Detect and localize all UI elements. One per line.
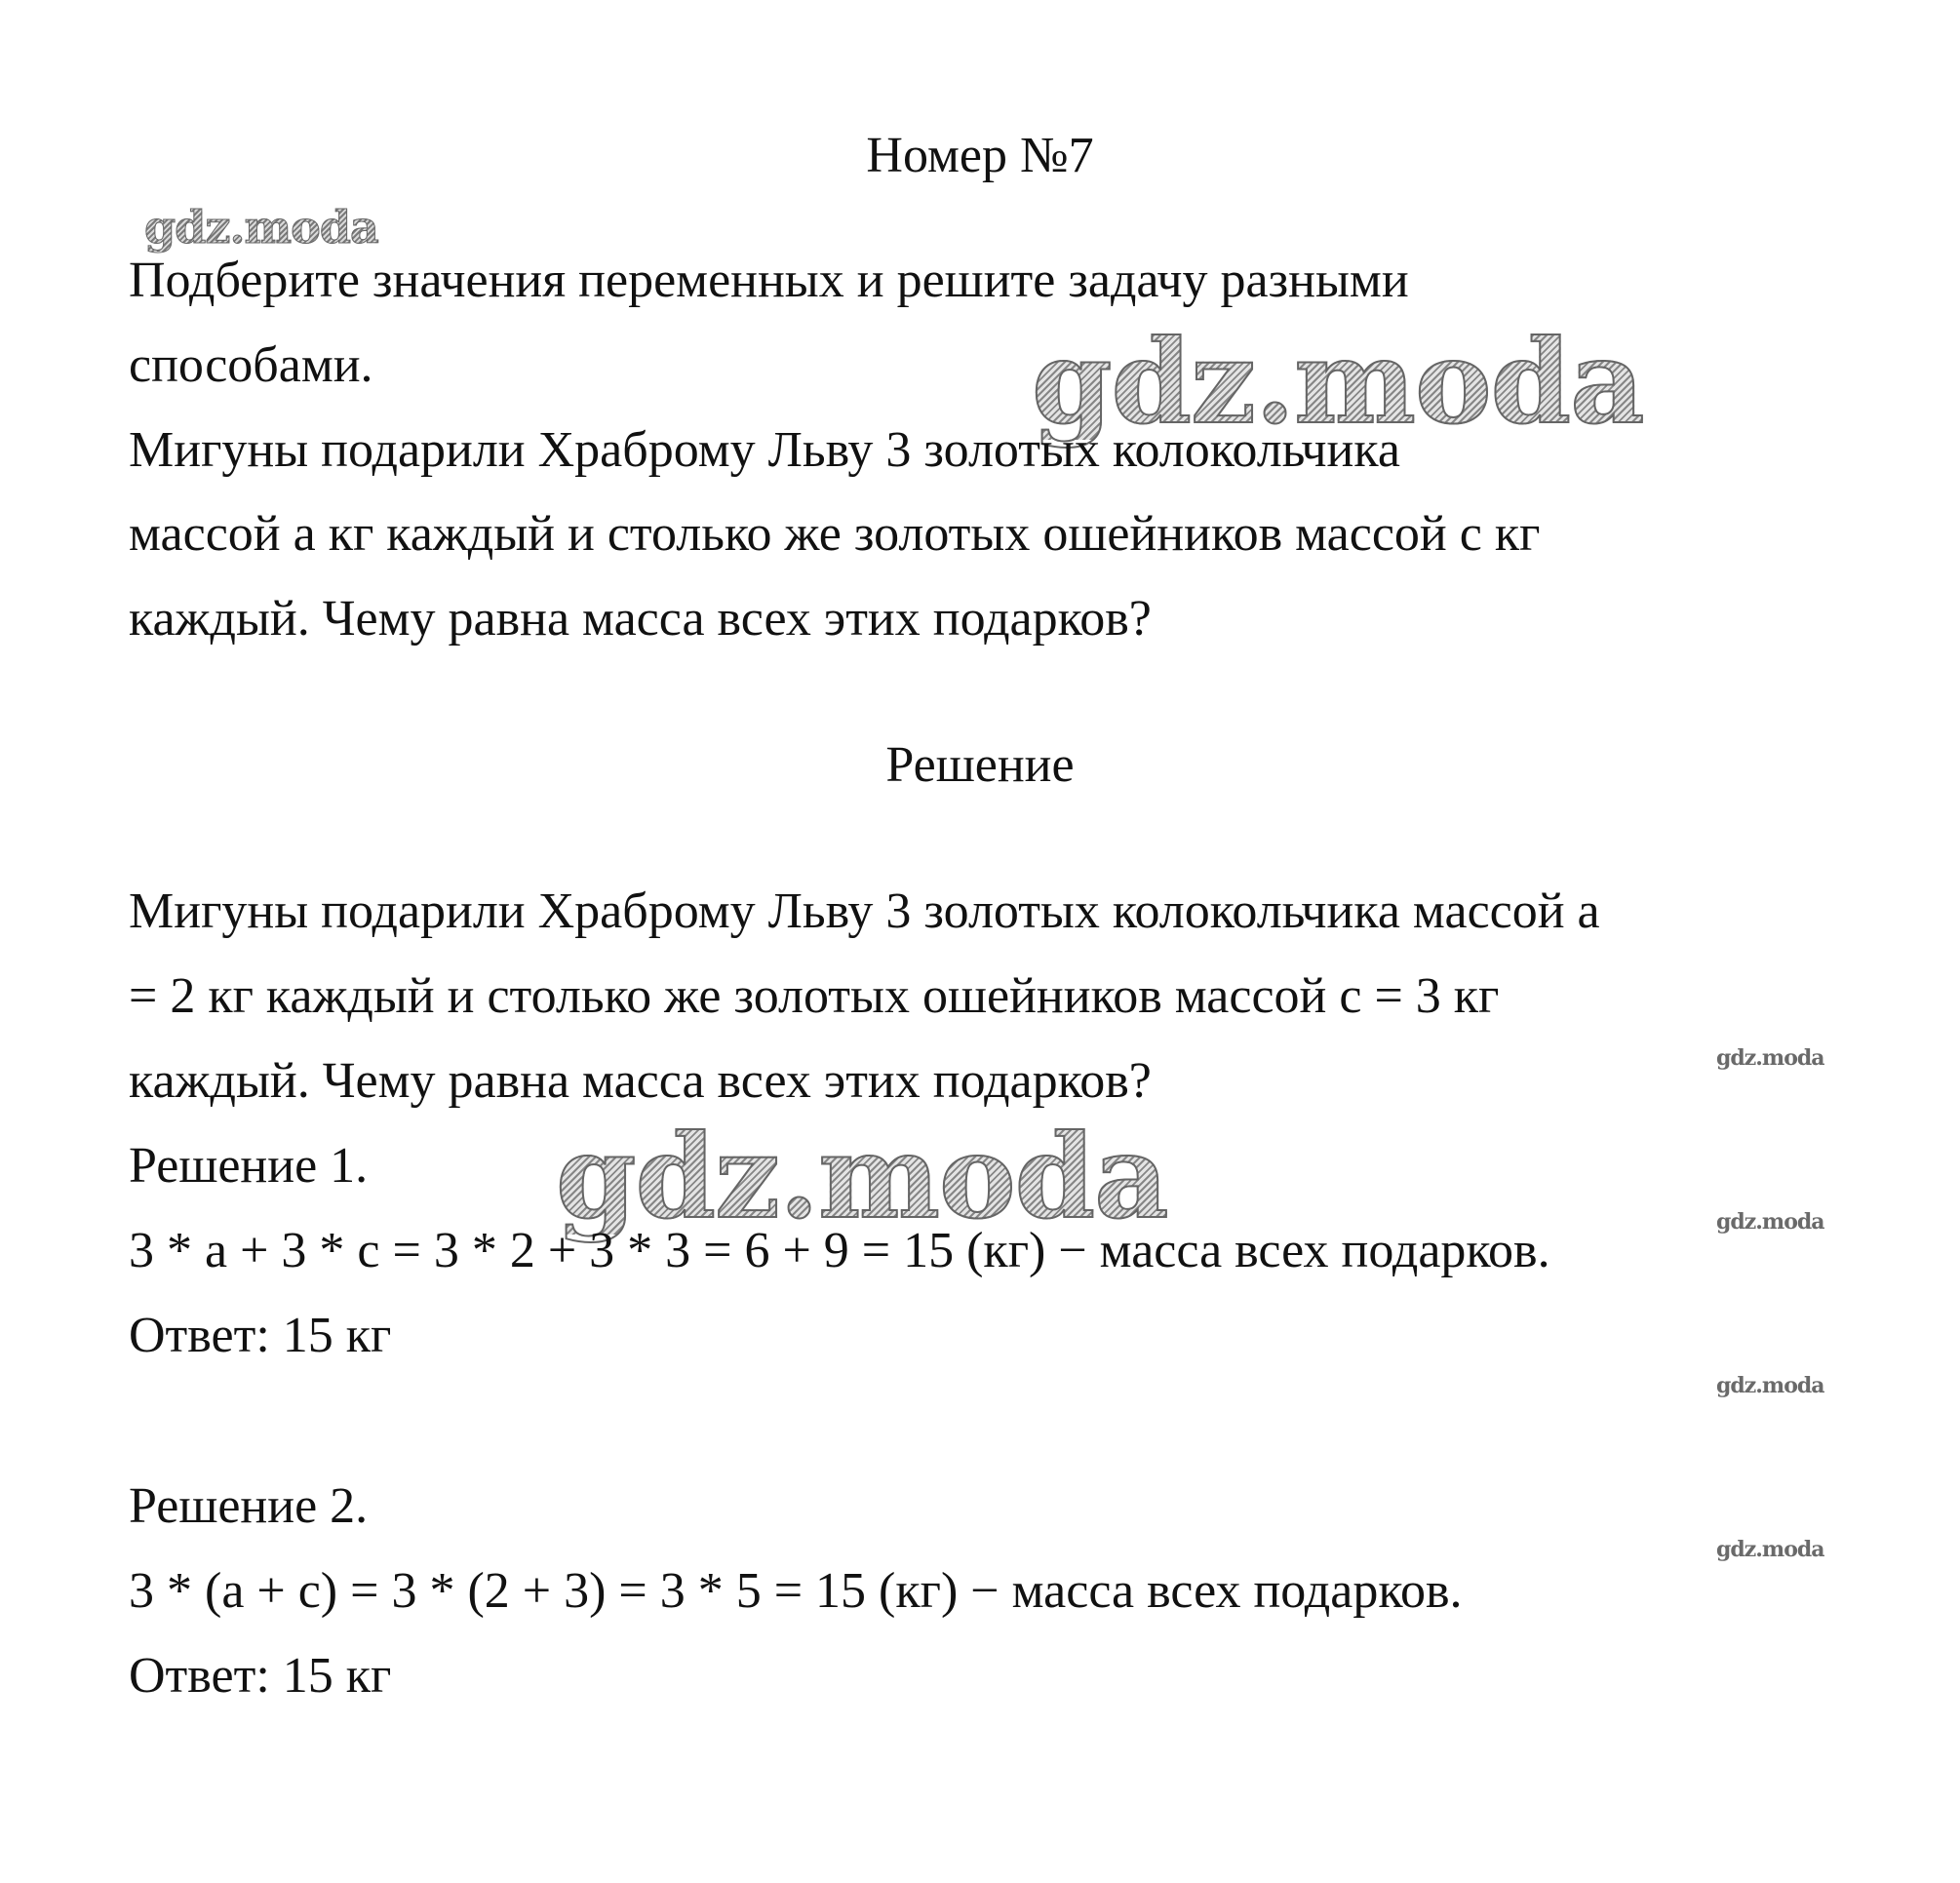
solution-heading: Решение (885, 737, 1075, 793)
solution1-answer: Ответ: 15 кг (129, 1308, 392, 1363)
solution2-formula: 3 * (а + с) = 3 * (2 + 3) = 3 * 5 = 15 (кг) − масса всех подарков. (129, 1563, 1463, 1619)
watermark-logo: gdz.moda (1032, 314, 1644, 450)
watermark-logo: gdz.moda (556, 1109, 1168, 1244)
solution2-label: Решение 2. (129, 1478, 369, 1534)
task-line: Мигуны подарили Храброму Льву 3 золотых колокольчика (129, 422, 1400, 478)
watermark-logo: gdz.moda (1716, 1373, 1824, 1398)
solution1-label: Решение 1. (129, 1138, 369, 1194)
page-title: Номер №7 (866, 128, 1094, 183)
watermark-logo: gdz.moda (1716, 1209, 1824, 1235)
task-line: массой а кг каждый и столько же золотых ошейников массой с кг (129, 506, 1541, 562)
task-line: каждый. Чему равна масса всех этих подарков? (129, 591, 1152, 647)
task-line: способами. (129, 337, 373, 393)
solution-line: Мигуны подарили Храброму Льву 3 золотых колокольчика массой а (129, 883, 1600, 939)
solution-line: = 2 кг каждый и столько же золотых ошейников массой с = 3 кг (129, 968, 1500, 1024)
task-line: Подберите значения переменных и решите задачу разными (129, 253, 1409, 308)
solution1-formula: 3 * а + 3 * с = 3 * 2 + 3 * 3 = 6 + 9 = 15 (кг) − масса всех подарков. (129, 1223, 1550, 1278)
watermark-logo: gdz.moda (144, 201, 378, 254)
watermark-logo: gdz.moda (1716, 1045, 1824, 1071)
watermark-logo: gdz.moda (1716, 1537, 1824, 1562)
solution-line: каждый. Чему равна масса всех этих подарков? (129, 1053, 1152, 1109)
solution2-answer: Ответ: 15 кг (129, 1648, 392, 1704)
